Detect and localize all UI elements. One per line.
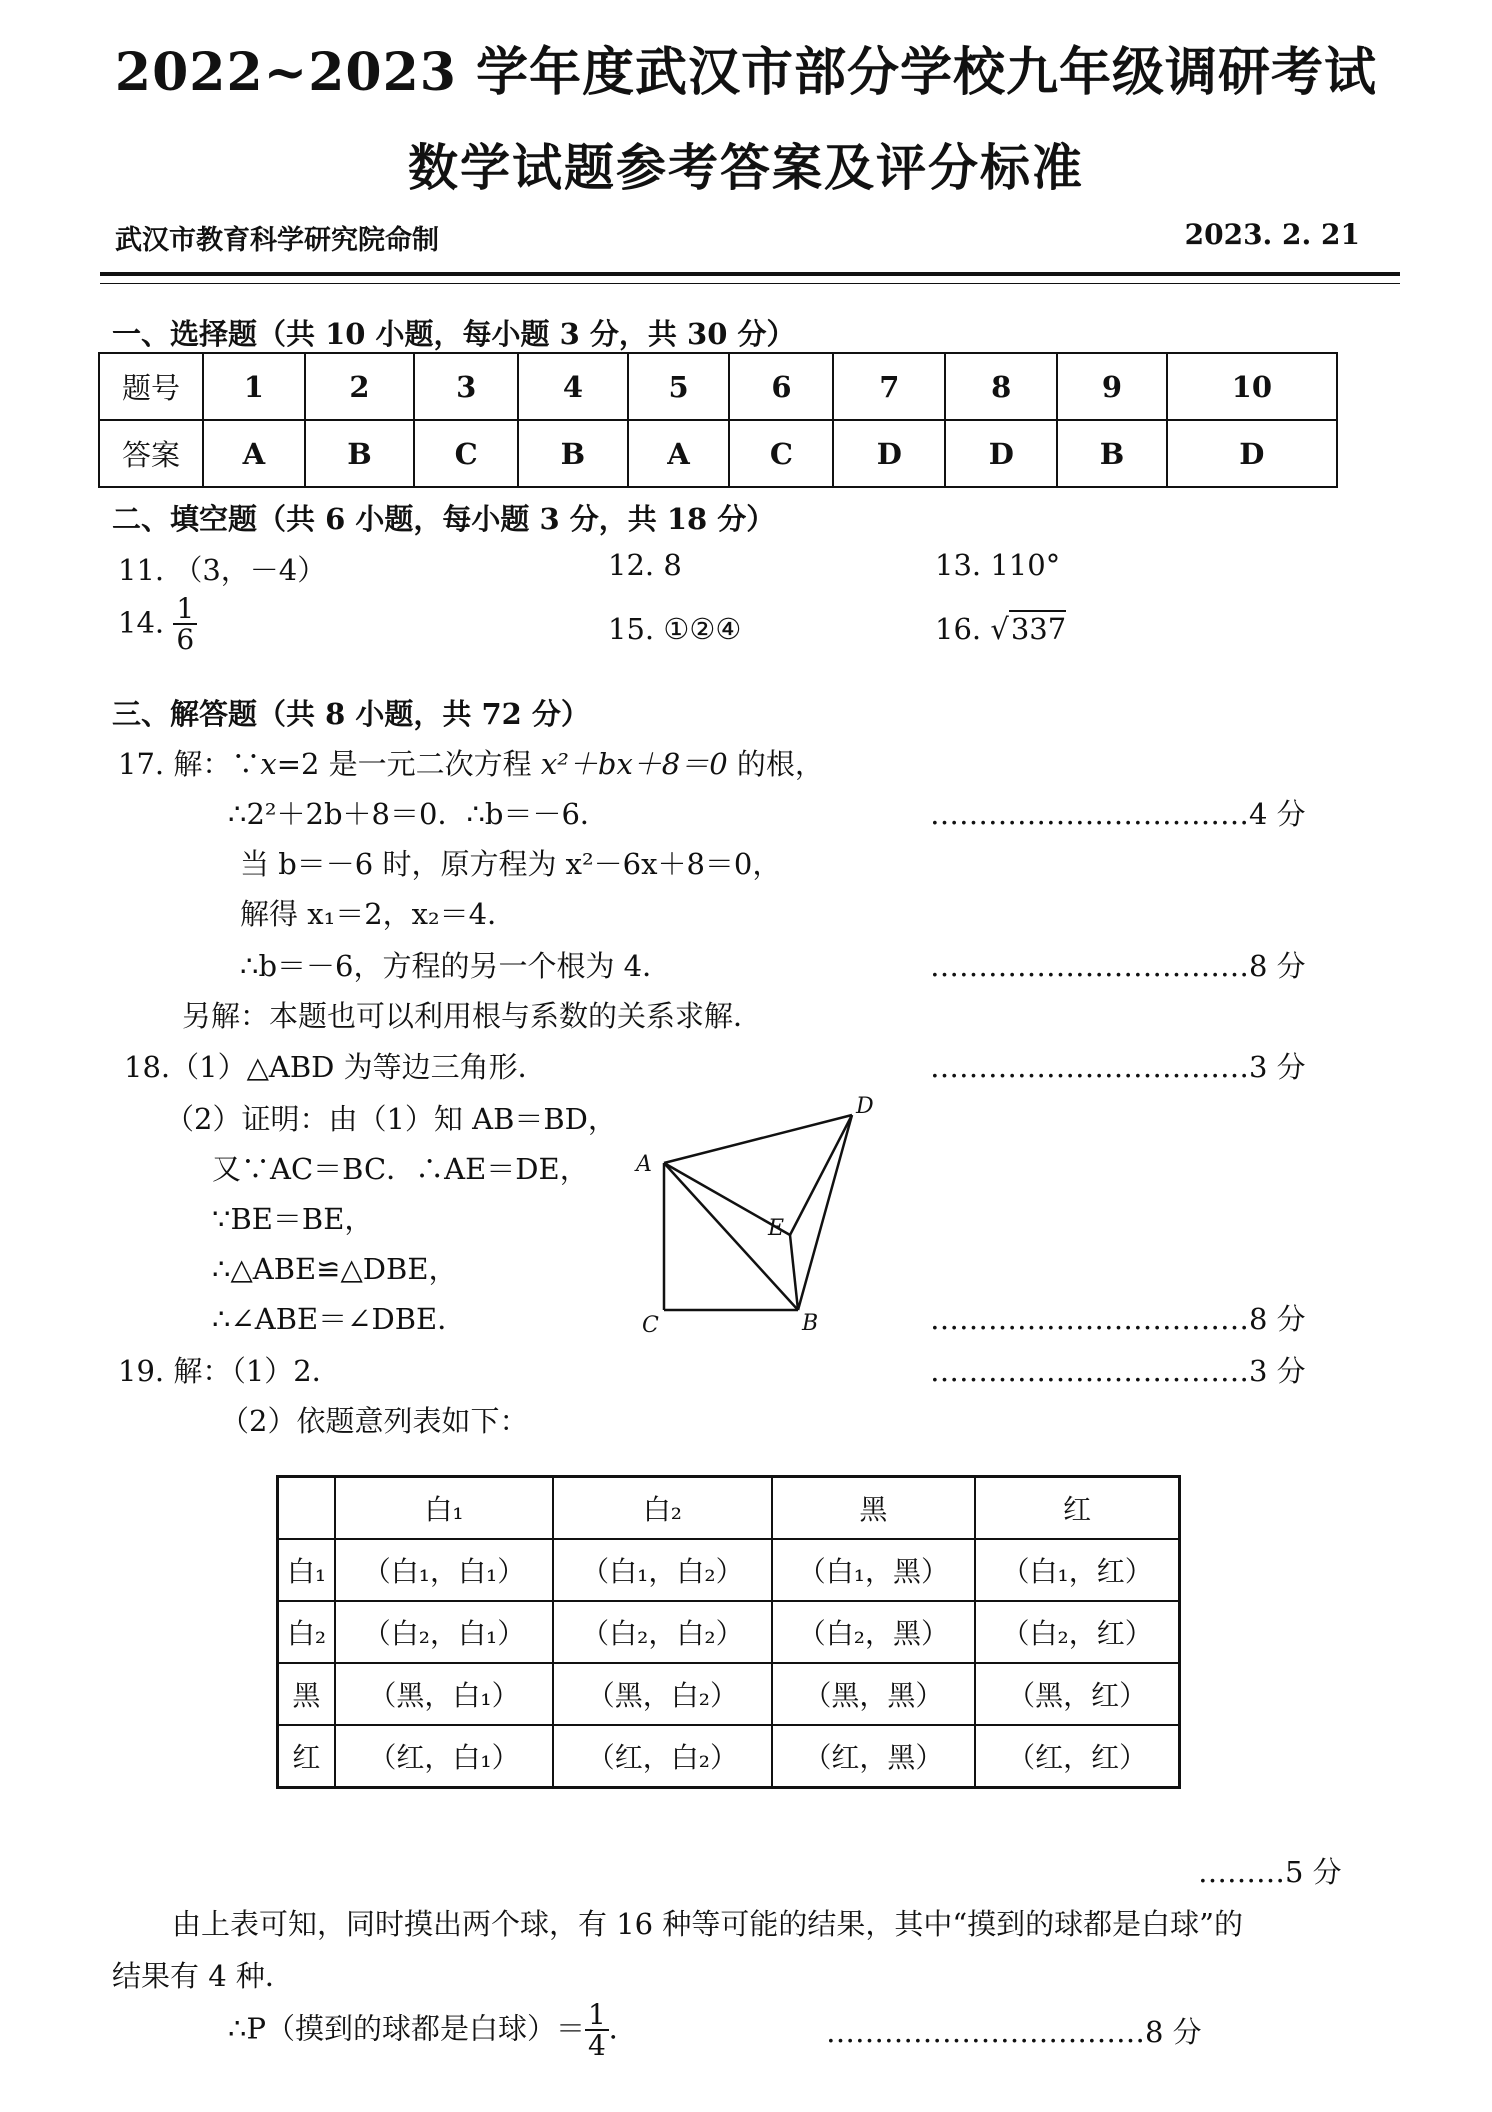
q17-text-end: 的根， bbox=[727, 747, 824, 781]
q11 bbox=[118, 548, 326, 589]
table-cell: （白₁，红） bbox=[975, 1539, 1179, 1601]
q15 bbox=[608, 612, 741, 646]
answer-cell: B bbox=[305, 420, 414, 487]
question-number: 1 bbox=[203, 353, 305, 420]
q19-final-fraction bbox=[585, 2000, 609, 2061]
q16-radical: √ bbox=[990, 612, 1009, 646]
answer-cell: B bbox=[518, 420, 627, 487]
header-rule-thin bbox=[100, 283, 1400, 284]
row-header: 红 bbox=[278, 1725, 335, 1788]
table-row bbox=[278, 1539, 1180, 1601]
table-cell: （黑，白₂） bbox=[553, 1663, 771, 1725]
row-header: 白₂ bbox=[278, 1601, 335, 1663]
q19-conclusion-line1: 由上表可知，同时摸出两个球，有 16 种等可能的结果，其中“摸到的球都是白球”的 bbox=[172, 1907, 1243, 1941]
document-subtitle: 数学试题参考答案及评分标准 bbox=[408, 138, 1084, 197]
q18-line3: ∵BE＝BE， bbox=[212, 1202, 374, 1236]
q12-label: 12. bbox=[608, 548, 655, 582]
q14-denominator: 6 bbox=[176, 623, 195, 657]
question-number: 7 bbox=[833, 353, 945, 420]
answer-cell: A bbox=[203, 420, 305, 487]
question-number: 8 bbox=[945, 353, 1057, 420]
q16 bbox=[935, 612, 1066, 646]
q18-score-8: ……………………………8 分 bbox=[930, 1302, 1306, 1336]
question-number-row bbox=[99, 353, 1337, 420]
table-cell: （黑，白₁） bbox=[335, 1663, 553, 1725]
q12-answer: 8 bbox=[663, 548, 682, 582]
question-number: 3 bbox=[414, 353, 518, 420]
table-cell: （白₁，黑） bbox=[772, 1539, 976, 1601]
column-header: 白₂ bbox=[553, 1477, 771, 1540]
segment-de bbox=[790, 1115, 852, 1235]
table-cell: （红，白₁） bbox=[335, 1725, 553, 1788]
q17-alt-solution: 另解：本题也可以利用根与系数的关系求解． bbox=[182, 999, 763, 1033]
q13 bbox=[935, 548, 1060, 582]
q19-final-denominator: 4 bbox=[587, 2029, 606, 2063]
column-header: 黑 bbox=[772, 1477, 976, 1540]
question-number: 10 bbox=[1167, 353, 1337, 420]
row-header: 黑 bbox=[278, 1663, 335, 1725]
answer-cell: B bbox=[1057, 420, 1166, 487]
label-c: C bbox=[642, 1313, 659, 1335]
header-rule-thick bbox=[100, 272, 1400, 276]
table-header-row bbox=[278, 1477, 1180, 1540]
q18-part2: （2）证明：由（1）知 AB＝BD， bbox=[165, 1102, 617, 1136]
table-row bbox=[278, 1601, 1180, 1663]
answer-cell: C bbox=[729, 420, 833, 487]
question-number: 6 bbox=[729, 353, 833, 420]
q14-fraction bbox=[173, 594, 197, 655]
q17-because: ∵ bbox=[231, 747, 261, 781]
q18-score-3: ……………………………3 分 bbox=[930, 1050, 1306, 1084]
q17-var: x bbox=[260, 747, 277, 781]
table-row bbox=[278, 1663, 1180, 1725]
table-cell: （白₂，黑） bbox=[772, 1601, 976, 1663]
question-number: 9 bbox=[1057, 353, 1166, 420]
table-cell: （红，白₂） bbox=[553, 1725, 771, 1788]
row-label-question: 题号 bbox=[99, 353, 203, 420]
segment-ad bbox=[664, 1115, 852, 1163]
section1-heading: 一、选择题（共 10 小题，每小题 3 分，共 30 分） bbox=[112, 317, 796, 351]
q13-answer: 110° bbox=[990, 548, 1061, 582]
label-a: A bbox=[636, 1152, 652, 1177]
answer-cell: D bbox=[945, 420, 1057, 487]
label-d: D bbox=[856, 1094, 874, 1119]
q17-line3: 当 b＝－6 时，原方程为 x²－6x＋8＝0， bbox=[240, 847, 782, 881]
q12 bbox=[608, 548, 682, 582]
q17-line5: ∴b＝－6，方程的另一个根为 4． bbox=[240, 949, 672, 983]
q19-final bbox=[228, 2000, 638, 2061]
q19-conclusion-line2: 结果有 4 种． bbox=[112, 1959, 294, 1993]
table-cell: （黑，红） bbox=[975, 1663, 1179, 1725]
issue-date: 2023. 2. 21 bbox=[1184, 218, 1360, 251]
q17-score-8: ……………………………8 分 bbox=[930, 949, 1306, 983]
issuer: 武汉市教育科学研究院命制 bbox=[115, 225, 439, 256]
table-cell: （白₁，白₂） bbox=[553, 1539, 771, 1601]
column-header: 红 bbox=[975, 1477, 1179, 1540]
table-cell: （红，黑） bbox=[772, 1725, 976, 1788]
q19-final-prefix: ∴P（摸到的球都是白球）＝ bbox=[228, 2011, 585, 2046]
answer-cell: D bbox=[1167, 420, 1337, 487]
q14 bbox=[118, 594, 197, 655]
q18-geometry-figure bbox=[630, 1085, 900, 1335]
corner-cell bbox=[278, 1477, 335, 1540]
q19-part2: （2）依题意列表如下： bbox=[220, 1404, 529, 1438]
row-header: 白₁ bbox=[278, 1539, 335, 1601]
exam-title: 2022~2023 学年度武汉市部分学校九年级调研考试 bbox=[114, 42, 1378, 103]
segment-eb bbox=[790, 1235, 798, 1310]
q17-equation: x²＋bx＋8＝0 bbox=[540, 747, 728, 781]
q18-part1: 18.（1）△ABD 为等边三角形． bbox=[124, 1050, 547, 1084]
table-cell: （黑，黑） bbox=[772, 1663, 976, 1725]
q16-label: 16. bbox=[935, 612, 982, 646]
question-number: 5 bbox=[628, 353, 730, 420]
q19-score-8: ……………………………8 分 bbox=[826, 2015, 1202, 2049]
q19-final-suffix: ． bbox=[608, 2011, 638, 2046]
answer-table bbox=[98, 352, 1338, 488]
q18-line2: 又∵AC＝BC．∴AE＝DE， bbox=[212, 1152, 589, 1186]
q19-part1: 19. 解：（1）2． bbox=[118, 1354, 341, 1388]
table-row bbox=[278, 1725, 1180, 1788]
q19-score-3: ……………………………3 分 bbox=[930, 1354, 1306, 1388]
q16-radicand: 337 bbox=[1010, 612, 1067, 646]
question-number: 2 bbox=[305, 353, 414, 420]
question-number: 4 bbox=[518, 353, 627, 420]
q14-label: 14. bbox=[118, 605, 165, 640]
q18-line5: ∴∠ABE＝∠DBE． bbox=[212, 1302, 467, 1336]
outcome-table bbox=[276, 1475, 1181, 1789]
table-cell: （白₂，白₂） bbox=[553, 1601, 771, 1663]
q11-answer: （3，－4） bbox=[173, 553, 327, 587]
q17-score-4: ……………………………4 分 bbox=[930, 797, 1306, 831]
q13-label: 13. bbox=[935, 548, 982, 582]
answer-cell: C bbox=[414, 420, 518, 487]
label-e: E bbox=[768, 1216, 785, 1241]
q17-line2: ∴2²＋2b＋8＝0．∴b＝－6． bbox=[228, 797, 609, 831]
section3-heading: 三、解答题（共 8 小题，共 72 分） bbox=[112, 697, 590, 731]
q18-line4: ∴△ABE≌△DBE， bbox=[212, 1252, 458, 1286]
q17-label: 17. 解： bbox=[118, 747, 232, 781]
answer-row bbox=[99, 420, 1337, 487]
answer-cell: A bbox=[628, 420, 730, 487]
row-label-answer: 答案 bbox=[99, 420, 203, 487]
q15-answer: ①②④ bbox=[663, 612, 742, 646]
q14-numerator: 1 bbox=[173, 594, 197, 625]
q19-final-numerator: 1 bbox=[585, 2000, 609, 2031]
q15-label: 15. bbox=[608, 612, 655, 646]
q11-label: 11. bbox=[118, 553, 165, 587]
answer-cell: D bbox=[833, 420, 945, 487]
table-cell: （白₁，白₁） bbox=[335, 1539, 553, 1601]
section2-heading: 二、填空题（共 6 小题，每小题 3 分，共 18 分） bbox=[112, 502, 776, 536]
table-cell: （红，红） bbox=[975, 1725, 1179, 1788]
table-cell: （白₂，红） bbox=[975, 1601, 1179, 1663]
q17-line1 bbox=[118, 742, 824, 783]
segment-db bbox=[798, 1115, 852, 1310]
q19-score-5: ………5 分 bbox=[1198, 1855, 1342, 1889]
label-b: B bbox=[802, 1311, 819, 1335]
table-cell: （白₂，白₁） bbox=[335, 1601, 553, 1663]
q17-text: =2 是一元二次方程 bbox=[276, 747, 541, 781]
q17-line4: 解得 x₁＝2，x₂＝4． bbox=[240, 897, 517, 931]
column-header: 白₁ bbox=[335, 1477, 553, 1540]
